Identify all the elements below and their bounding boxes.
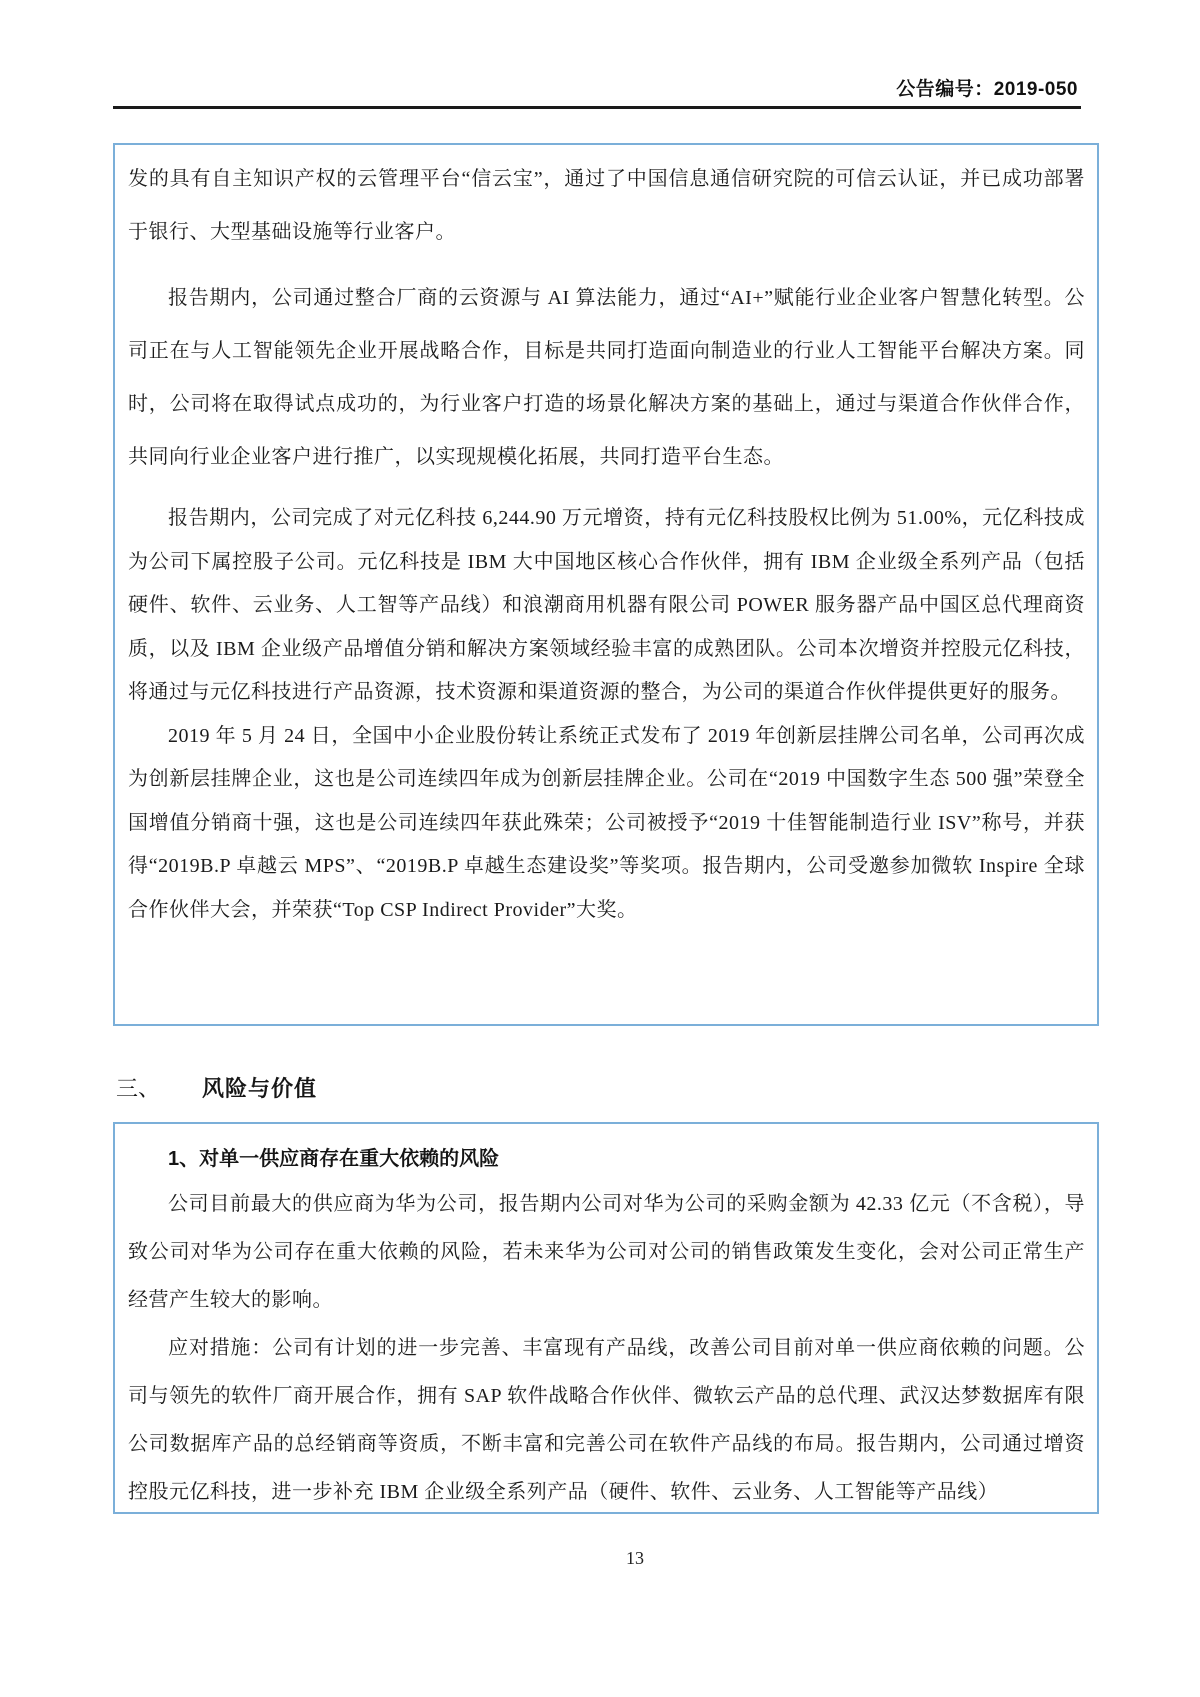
header-rule <box>113 106 1081 109</box>
review-paragraph-1: 发的具有自主知识产权的云管理平台“信云宝”，通过了中国信息通信研究院的可信云认证，并已成功部署于银行、大型基础设施等行业客户。 <box>128 168 1085 243</box>
section-heading <box>116 1072 317 1103</box>
risk-paragraph-2: 应对措施：公司有计划的进一步完善、丰富现有产品线，改善公司目前对单一供应商依赖的问题。公司与领先的软件厂商开展合作，拥有 SAP 软件战略合作伙伴、微软云产品的总代理、武汉达梦数据库有限公司数据库产品的总经销商等资质，不断丰富和完善公司在软件产品线的布局。报告期内，公司通过增资控股元亿科技，进一步补充 IBM 企业级全系列产品（硬件、软件、云业务、人工智能等产品线） <box>128 1337 1085 1503</box>
risk-box <box>113 1122 1099 1514</box>
risk-subheading: 1、对单一供应商存在重大依赖的风险 <box>168 1148 500 1170</box>
risk-paragraph-1: 公司目前最大的供应商为华为公司，报告期内公司对华为公司的采购金额为 42.33 亿元（不含税），导致公司对华为公司存在重大依赖的风险，若未来华为公司对公司的销售政策发生变化，会对公司正常生产经营产生较大的影响。 <box>128 1193 1085 1311</box>
announcement-number: 公告编号：2019-050 <box>896 79 1078 100</box>
review-paragraph-2: 报告期内，公司通过整合厂商的云资源与 AI 算法能力，通过“AI+”赋能行业企业客户智慧化转型。公司正在与人工智能领先企业开展战略合作，目标是共同打造面向制造业的行业人工智能平台解决方案。同时，公司将在取得试点成功的，为行业客户打造的场景化解决方案的基础上，通过与渠道合作伙伴合作，共同向行业企业客户进行推广，以实现规模化拓展，共同打造平台生态。 <box>128 287 1085 468</box>
section-number: 三、 <box>116 1076 161 1101</box>
review-paragraph-3: 报告期内，公司完成了对元亿科技 6,244.90 万元增资，持有元亿科技股权比例为 51.00%，元亿科技成为公司下属控股子公司。元亿科技是 IBM 大中国地区核心合作伙伴，拥有 IBM 企业级全系列产品（包括硬件、软件、云业务、人工智等产品线）和浪潮商用机器有限公司 POWER 服务器产品中国区总代理商资质，以及 IBM 企业级产品增值分销和解决方案领域经验丰富的成熟团队。公司本次增资并控股元亿科技，将通过与元亿科技进行产品资源，技术资源和渠道资源的整合，为公司的渠道合作伙伴提供更好的服务。 <box>128 507 1085 703</box>
review-paragraph-4: 2019 年 5 月 24 日，全国中小企业股份转让系统正式发布了 2019 年创新层挂牌公司名单，公司再次成为创新层挂牌企业，这也是公司连续四年成为创新层挂牌企业。公司在“2019 中国数字生态 500 强”荣登全国增值分销商十强，这也是公司连续四年获此殊荣；公司被授予“2019 十佳智能制造行业 ISV”称号，并获得“2019B.P 卓越云 MPS”、“2019B.P 卓越生态建设奖”等奖项。报告期内，公司受邀参加微软 Inspire 全球合作伙伴大会，并荣获“Top CSP Indirect Provider”大奖。 <box>128 724 1085 921</box>
page-number: 13 <box>626 1548 644 1568</box>
business-review-box <box>113 143 1099 1026</box>
section-title: 风险与价值 <box>202 1076 318 1101</box>
